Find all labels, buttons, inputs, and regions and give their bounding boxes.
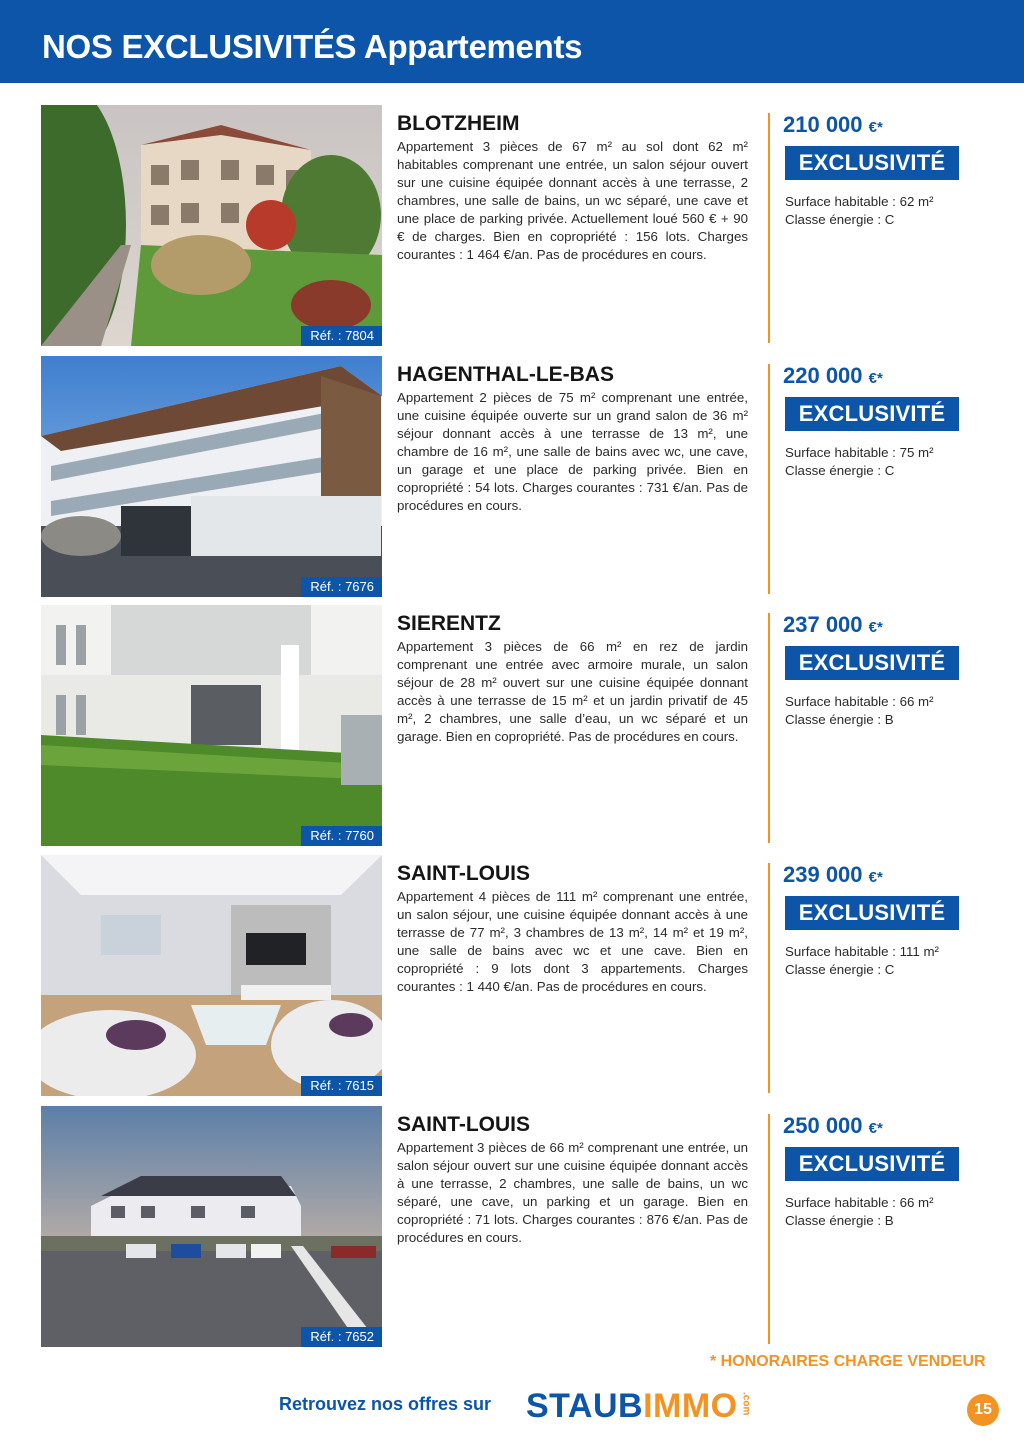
listing-description: Appartement 3 pièces de 67 m² au sol dont 62 m² habitables comprenant une entrée, un salon séjour ouvert sur une cuisine équipée donnant accès à une terrasse, 2 chambres, une salle de bains, un wc séparé, une cave et une place de parking privée. Actuellement loué 560 € + 90 € de charges. Bien en copropriété : 156 lots. Charges courantes : 1 464 €/an. Pas de procédures en cours.: [397, 139, 748, 262]
price-currency: €*: [868, 869, 883, 886]
energy-class-text: Classe énergie : B: [785, 1213, 894, 1228]
logo-part-immo: IMMO: [643, 1387, 738, 1425]
price-currency: €*: [868, 119, 883, 136]
energy-class-text: Classe énergie : C: [785, 212, 895, 227]
listing-card[interactable]: [0, 1106, 1024, 1348]
price-value: 239 000: [783, 862, 863, 887]
reference-label: Réf. : 7760: [301, 826, 382, 846]
price-value: 237 000: [783, 612, 863, 637]
divider: [768, 863, 770, 1093]
divider: [768, 113, 770, 343]
price-currency: €*: [868, 370, 883, 387]
listing-city: HAGENTHAL-LE-BAS: [397, 363, 614, 386]
divider: [768, 613, 770, 843]
exclusivity-badge: EXCLUSIVITÉ: [785, 646, 959, 680]
listing-card[interactable]: [0, 105, 1024, 347]
exclusivity-badge: EXCLUSIVITÉ: [785, 146, 959, 180]
staubimmo-logo[interactable]: [526, 1386, 752, 1426]
listing-price: [783, 362, 883, 393]
listing-photo[interactable]: [41, 356, 382, 597]
energy-class-text: Classe énergie : B: [785, 712, 894, 727]
energy-class-text: Classe énergie : C: [785, 463, 895, 478]
logo-suffix: .com: [740, 1392, 752, 1416]
exclusivity-badge: EXCLUSIVITÉ: [785, 397, 959, 431]
listing-specs: [785, 444, 934, 480]
listing-description: Appartement 3 pièces de 66 m² en rez de jardin comprenant une entrée avec armoire murale, un salon séjour de 28 m² ouvert sur une cuisine équipée donnant accès à une terrasse de 15 m² et un jardin privatif de 45 m², 2 chambres, une salle d’eau, un wc séparé et un garage. Bien en copropriété. Pas de procédures en cours.: [397, 639, 748, 744]
surface-text: Surface habitable : 62 m²: [785, 194, 934, 209]
reference-label: Réf. : 7804: [301, 326, 382, 346]
listing-card[interactable]: [0, 356, 1024, 598]
listing-city: SAINT-LOUIS: [397, 862, 531, 885]
exclusivity-badge: EXCLUSIVITÉ: [785, 896, 959, 930]
listing-photo[interactable]: [41, 105, 382, 346]
logo-part-staub: STAUB: [526, 1387, 644, 1425]
listing-photo[interactable]: [41, 1106, 382, 1347]
listing-price: [783, 111, 883, 142]
page-title: [42, 27, 582, 67]
surface-text: Surface habitable : 111 m²: [785, 944, 939, 959]
listing-specs: [785, 193, 934, 229]
listing-price: [783, 1112, 883, 1143]
listing-specs: [785, 1194, 934, 1230]
surface-text: Surface habitable : 66 m²: [785, 694, 934, 709]
listing-city: BLOTZHEIM: [397, 112, 520, 135]
reference-label: Réf. : 7676: [301, 577, 382, 597]
price-value: 250 000: [783, 1113, 863, 1138]
listing-photo[interactable]: [41, 605, 382, 846]
listing-card[interactable]: [0, 855, 1024, 1097]
exclusivity-badge: EXCLUSIVITÉ: [785, 1147, 959, 1181]
page-title-bold: NOS EXCLUSIVITÉS: [42, 28, 357, 65]
divider: [768, 1114, 770, 1344]
price-value: 220 000: [783, 363, 863, 388]
offers-text: Retrouvez nos offres sur: [279, 1394, 492, 1414]
listing-city: SAINT-LOUIS: [397, 1113, 531, 1136]
listing-card[interactable]: [0, 605, 1024, 847]
surface-text: Surface habitable : 66 m²: [785, 1195, 934, 1210]
page-title-rest: Appartements: [363, 28, 583, 65]
reference-label: Réf. : 7652: [301, 1327, 382, 1347]
fees-note: * HONORAIRES CHARGE VENDEUR: [710, 1353, 986, 1370]
listing-price: [783, 611, 883, 642]
reference-label: Réf. : 7615: [301, 1076, 382, 1096]
price-currency: €*: [868, 619, 883, 636]
price-currency: €*: [868, 1120, 883, 1137]
page-header: [0, 0, 1024, 83]
listing-price: [783, 861, 883, 892]
listing-city: SIERENTZ: [397, 612, 501, 635]
surface-text: Surface habitable : 75 m²: [785, 445, 934, 460]
divider: [768, 364, 770, 594]
page-number: 15: [967, 1394, 999, 1426]
listing-specs: [785, 693, 934, 729]
listing-description: Appartement 3 pièces de 66 m² comprenant une entrée, un salon séjour ouvert sur une cuisine équipée donnant accès à une terrasse, 2 chambres, une salle de bains, un wc séparé, une cave, un parking et un garage. Bien en copropriété : 71 lots. Charges courantes : 876 €/an. Pas de procédures en cours.: [397, 1140, 748, 1245]
price-value: 210 000: [783, 112, 863, 137]
listing-specs: [785, 943, 939, 979]
listing-description: Appartement 2 pièces de 75 m² comprenant une entrée, une cuisine équipée ouverte sur un grand salon de 36 m² séjour donnant accès à une terrasse de 13 m², une chambre de 16 m², une salle de bains avec wc, une cave, un garage et une place de parking privée. Bien en copropriété : 54 lots. Charges courantes : 731 €/an. Pas de procédures en cours.: [397, 390, 748, 513]
listing-description: Appartement 4 pièces de 111 m² comprenant une entrée, un salon séjour, une cuisine équipée donnant accès à une terrasse de 77 m², 3 chambres de 13 m², 14 m² et 19 m², une salle de bains avec wc et une cave. Bien en copropriété : 9 lots dont 3 appartements. Charges courantes : 1 440 €/an. Pas de procédures en cours.: [397, 889, 748, 994]
listing-photo[interactable]: [41, 855, 382, 1096]
energy-class-text: Classe énergie : C: [785, 962, 895, 977]
